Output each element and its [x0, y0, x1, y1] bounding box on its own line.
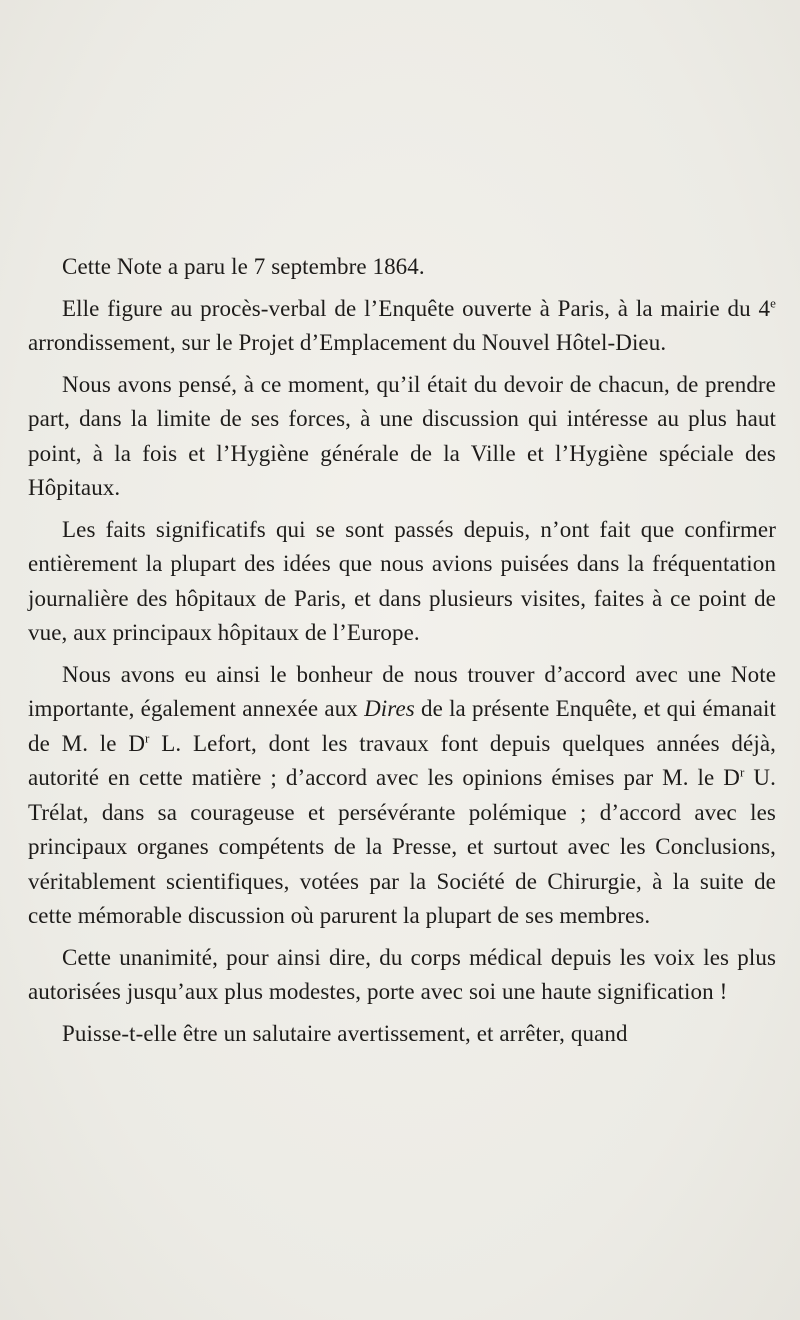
paragraph-faits-significatifs: Les faits significatifs qui se sont passés depuis, n’ont fait que confirmer entièrement la plupart des idées que nous avions puisées dans la fréquentation journalière des hôpitaux de Paris, et dans plusieurs visites, faites à ce point de vue, aux principaux hôpitaux de l’Europe.	[28, 516, 776, 645]
paragraph-accord: Nous avons eu ainsi le bonheur de nous trouver d’accord avec une Note importante, également annexée aux Dires de la présente Enquête, et qui émanait de M. le $D^r$ L. Lefort, dont les travaux font depuis quelques années déjà, autorité en cette matière ; d’accord avec les opinions émises par M. le $D^r$ U. Trélat, dans sa courageuse et persévérante polémique ; d’accord avec les principaux organes compétents de la Presse, et surtout avec les Conclusions, véritablement scientifiques, votées par la Société de Chirurgie, à la suite de cette mémorable discussion où parurent la plupart de ses membres.	[28, 661, 776, 928]
paragraph-hygiene: Nous avons pensé, à ce moment, qu’il était du devoir de chacun, de prendre part, dans la limite de ses forces, à une discussion qui intéresse au plus haut point, à la fois et l’Hygiène générale de la Ville et l’Hygiène spéciale des Hôpitaux.	[28, 371, 776, 500]
paragraph-publication-note: Cette Note a paru le 7 septembre 1864.	[62, 254, 425, 279]
document-body	[28, 250, 776, 1051]
paragraph-enquete: Elle figure au procès-verbal de l’Enquête ouverte à Paris, à la mairie du 4e arrondissement, sur le Projet d’Emplacement du Nouvel Hôtel-Dieu.	[28, 294, 776, 355]
paragraph-unanimite: Cette unanimité, pour ainsi dire, du corps médical depuis les voix les plus autorisées jusqu’aux plus modestes, porte avec soi une haute signification !	[28, 944, 776, 1004]
paragraph-avertissement: Puisse-t-elle être un salutaire avertissement, et arrêter, quand	[62, 1020, 628, 1046]
